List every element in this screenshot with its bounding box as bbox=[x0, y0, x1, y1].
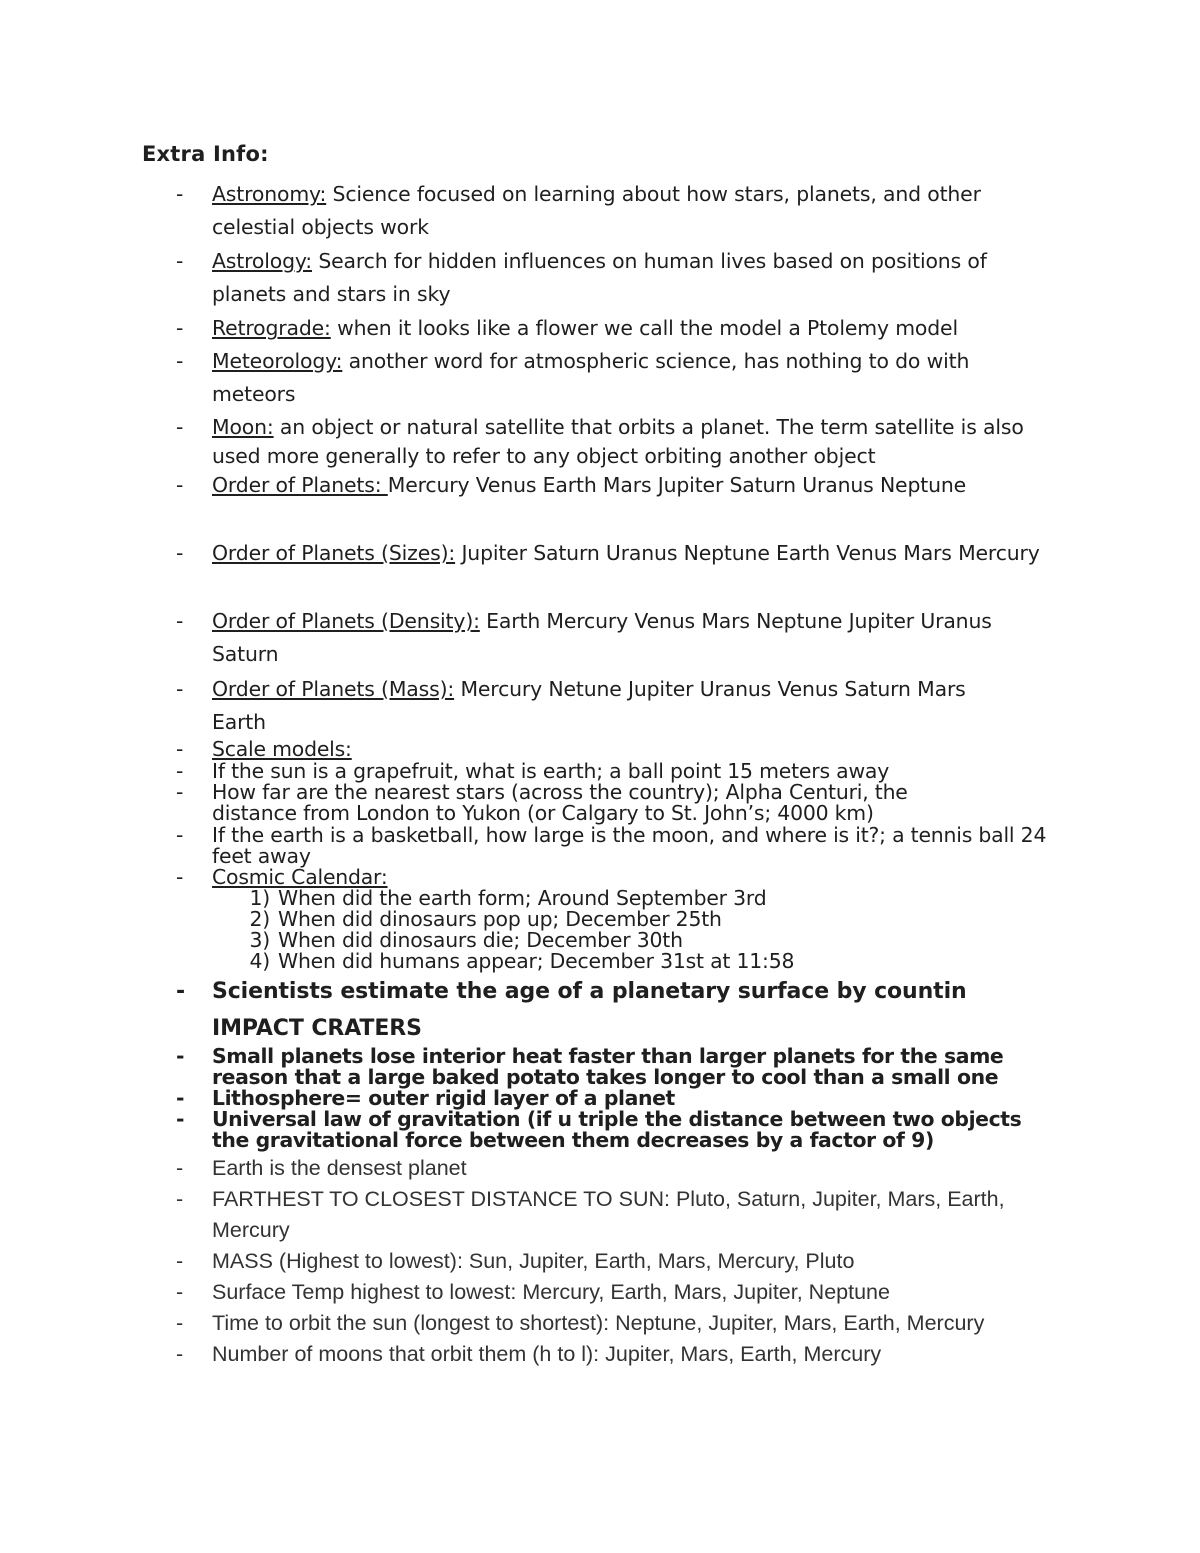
term-text: another word for atmospheric science, has nothing to do with meteors bbox=[212, 349, 970, 406]
term-text: Mercury Netune Jupiter Uranus Venus Saturn Mars Earth bbox=[212, 677, 966, 734]
term-label: Moon: bbox=[212, 415, 274, 439]
section-label: Cosmic Calendar: bbox=[212, 865, 388, 889]
numbered-item-4: 4) When did humans appear; December 31st at 11:58 bbox=[249, 949, 795, 973]
term-text: when it looks like a flower we call the model a Ptolemy model bbox=[330, 316, 958, 340]
term-label: Astrology: bbox=[212, 249, 313, 273]
term-text: Search for hidden influences on human lives based on positions of planets and stars in sky bbox=[212, 249, 987, 306]
term-label: Order of Planets (Mass): bbox=[212, 677, 455, 701]
numbered-item-1: 1) When did the earth form; Around September 3rd bbox=[249, 886, 767, 910]
numbered-item-2: 2) When did dinosaurs pop up; December 25th bbox=[249, 907, 722, 931]
numbered-item-3: 3) When did dinosaurs die; December 30th bbox=[249, 928, 683, 952]
term-label: Retrograde: bbox=[212, 316, 331, 340]
term-text: an object or natural satellite that orbits a planet. The term satellite is also used more generally to refer to any object orbiting another object bbox=[212, 415, 1024, 468]
section-label: Scale models: bbox=[212, 737, 352, 761]
term-label: Order of Planets: bbox=[212, 473, 388, 497]
page-title: Extra Info: bbox=[142, 142, 269, 166]
term-label: Order of Planets (Sizes): bbox=[212, 541, 456, 565]
term-text: Earth Mercury Venus Mars Neptune Jupiter Uranus Saturn bbox=[212, 609, 992, 666]
term-label: Order of Planets (Density): bbox=[212, 609, 480, 633]
term-text: Science focused on learning about how stars, planets, and other celestial objects work bbox=[212, 182, 981, 239]
term-label: Meteorology: bbox=[212, 349, 343, 373]
term-label: Astronomy: bbox=[212, 182, 327, 206]
term-text: Mercury Venus Earth Mars Jupiter Saturn Uranus Neptune bbox=[387, 473, 967, 497]
document-page: Extra Info: - Astronomy: Science focused on learning about how stars, planets, and other celestial objects work - Astrology: Search for hidden influences on human lives based on positions of planets and stars in sky - Retrograde: when it looks like a flower we call the model a Ptolemy model - Meteorology: another word for atmospheric science, has nothing to do with meteors - Moon: an object or natural satellite that orbits a planet. The term satellite is also used more generally to refer to any object orbiting another object - Order of Planets: Mercury Venus Earth Mars Jupiter Saturn Uranus Neptune - Order of Planets (Sizes): Jupiter Saturn Uranus Neptune Earth Venus Mars Mercury - Order of Planets (Density): Earth Mercury Venus Mars Neptune Jupiter Uranus Saturn - Order of Planets (Mass): Mercury Netune Jupiter Uranus Venus Saturn Mars Earth - Scale models: - If the sun is a grapefruit, what is earth; a ball point 15 meters away - How far are the nearest stars (across the country); Alpha Centuri, the distance from London to Yukon (or Calgary to St. John’s; 4000 km) - If the earth is a basketball, how large is the moon, and where is it?; a tennis ball 24 feet away - Cosmic Calendar: 1) When did the earth form; Around September 3rd 2) When did dinosaurs pop up; December 25th 3) When did dinosaurs die; December 30th 4) When did humans appear; December 31st at 11:58 - Scientists estimate the age of a planetary surface by countin IMPACT CRATERS - Small planets lose interior heat faster than larger planets for the same reason that a large baked potato takes longer to cool than a small one - Lithosphere= outer rigid layer of a planet - Universal law of gravitation (if u triple the distance between two objects the gravitational force between them decreases by a factor of 9) - Earth is the densest planet - FARTHEST TO CLOSEST DISTANCE TO SUN: Pluto, Saturn, Jupiter, Mars, Earth, Mercury - MASS (Highest to lowest): Sun, Jupiter, Earth, Mars, Mercury, Pluto - Surface Temp highest to lowest: Mercury, Earth, Mars, Jupiter, Neptune - Time to orbit the sun (longest to shortest): Neptune, Jupiter, Mars, Earth, Mercury - Number of moons that orbit them (h to l): Jupiter, Mars, Earth, Mercury bbox=[142, 142, 1047, 1366]
term-text: Jupiter Saturn Uranus Neptune Earth Venus Mars Mercury bbox=[455, 541, 1040, 565]
